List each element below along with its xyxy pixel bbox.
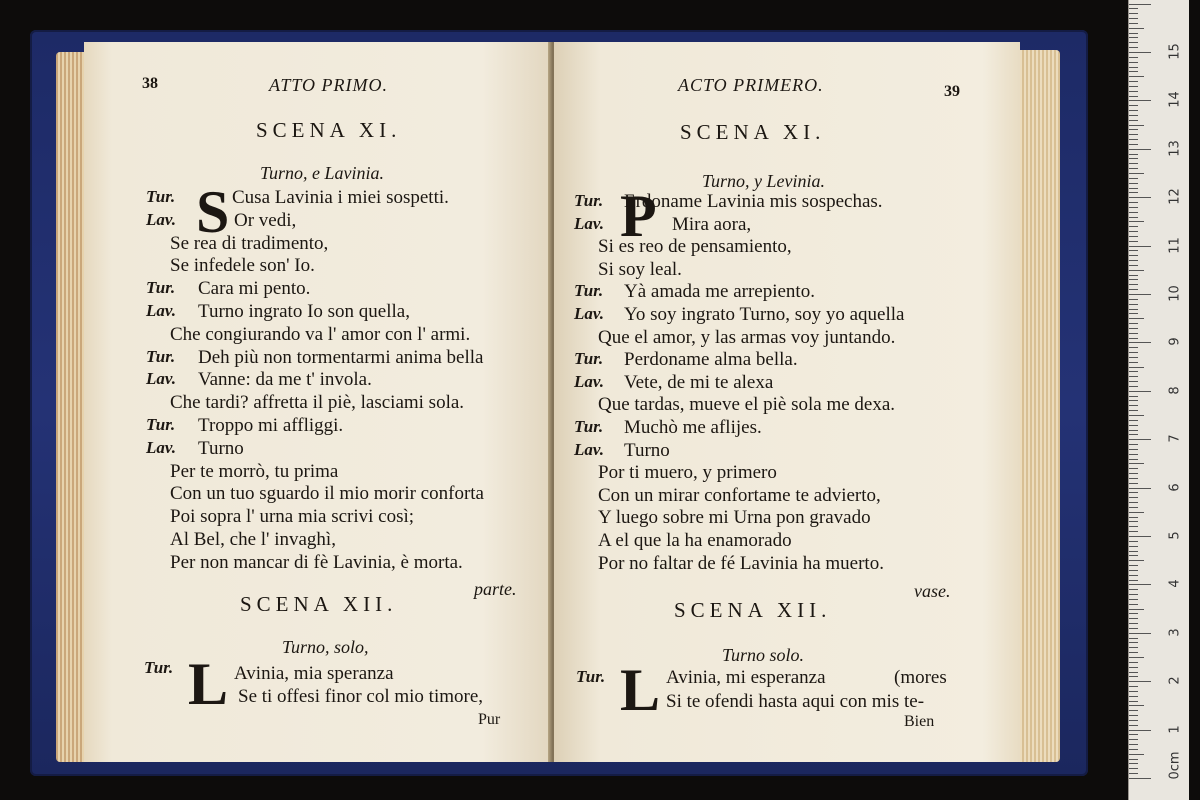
ruler-tick [1129,13,1138,14]
ruler-tick [1129,570,1138,571]
dialogue-line: A el que la ha enamorado [598,530,792,551]
left-page [84,42,552,762]
ruler-tick [1129,100,1151,101]
ruler-tick [1129,580,1138,581]
ruler-tick [1129,672,1138,673]
dialogue-line: Por no faltar de fé Lavinia ha muerto. [598,552,884,574]
ruler-tick [1129,594,1138,595]
ruler-tick [1129,415,1144,416]
ruler-tick [1129,512,1144,513]
ruler-tick [1129,604,1138,605]
ruler-tick [1129,260,1138,261]
ruler-tick [1129,734,1138,735]
ruler-label: 10 [1167,285,1183,302]
ruler-tick [1129,120,1138,121]
ruler-tick [1129,33,1138,34]
ruler-tick [1129,309,1138,310]
ruler-tick [1129,265,1138,266]
ruler-tick [1129,173,1144,174]
exit-direction: vase. [914,581,951,601]
ruler-tick [1129,284,1138,285]
ruler-tick [1129,333,1138,334]
ruler-tick [1129,705,1144,706]
ruler-tick [1129,449,1138,450]
speaker-label: Lav. [146,369,177,389]
dialogue-line: Que el amor, y las armas voy juntando. [598,326,896,348]
ruler-label: 5 [1167,531,1183,540]
ruler-tick [1129,197,1151,198]
ruler-tick [1129,609,1144,610]
ruler-tick [1129,623,1138,624]
ruler-label: 11 [1167,236,1183,254]
right-page [554,42,1020,762]
ruler-tick [1129,541,1138,542]
ruler-tick [1129,531,1138,532]
ruler-tick [1129,715,1138,716]
scene-title: SCENA XI. [256,118,402,142]
ruler-tick [1129,730,1151,731]
ruler-tick [1129,129,1138,130]
ruler-tick [1129,241,1138,242]
ruler-tick [1129,357,1138,358]
ruler-tick [1129,613,1138,614]
dialogue-line: Per te morrò, tu prima [170,460,339,482]
scene2-characters: Turno solo. [722,645,805,665]
ruler-tick [1129,376,1138,377]
ruler-tick [1129,52,1151,53]
ruler-tick [1129,202,1138,203]
catchword: Pur [478,711,501,728]
ruler-tick [1129,279,1138,280]
scene-characters: Turno, e Lavinia. [260,163,385,183]
ruler-tick [1129,328,1138,329]
ruler-tick [1129,468,1138,469]
speaker-label: Tur. [574,417,604,436]
ruler-tick [1129,517,1138,518]
ruler-tick [1129,652,1138,653]
ruler-tick [1129,759,1138,760]
ruler-tick [1129,183,1138,184]
speaker-label: Lav. [146,301,177,320]
speaker-label: Tur. [574,349,604,369]
ruler-label: 15 [1167,43,1183,60]
ruler-tick [1129,313,1138,314]
drop-cap: S [196,179,230,245]
ruler-tick [1129,139,1138,140]
ruler-tick [1129,618,1138,619]
ruler-tick [1129,521,1138,522]
ruler-label: 0cm [1167,751,1183,780]
ruler-tick [1129,642,1138,643]
ruler-tick [1129,37,1138,38]
ruler-tick [1129,163,1138,164]
ruler-tick [1129,676,1138,677]
ruler-tick [1129,18,1138,19]
ruler-tick [1129,144,1138,145]
ruler-tick [1129,391,1151,392]
ruler-tick [1129,76,1144,77]
ruler-tick [1129,178,1138,179]
ruler-tick [1129,192,1138,193]
ruler-label: 7 [1167,434,1183,443]
ruler-tick [1129,304,1138,305]
ruler-tick [1129,362,1138,363]
ruler-label: 13 [1167,140,1183,157]
dialogue-line: Si te ofendi hasta aqui con mis te- [666,691,925,712]
ruler-tick [1129,667,1138,668]
ruler-tick [1129,71,1138,72]
ruler-tick [1129,367,1144,368]
ruler-tick [1129,221,1144,222]
margin-continuation: (mores [894,667,947,688]
dialogue-line: Turno ingrato Io son quella, [198,301,410,322]
page-number: 39 [944,83,960,100]
dialogue-line: Turno [624,439,670,461]
ruler-tick [1129,386,1138,387]
dialogue-line: Por ti muero, y primero [598,462,777,484]
ruler-label: 1 [1167,724,1183,734]
ruler-tick [1129,347,1138,348]
ruler-tick [1129,4,1151,5]
ruler-tick [1129,488,1151,489]
ruler-tick [1129,299,1138,300]
ruler-tick [1129,551,1138,552]
ruler-tick [1129,23,1138,24]
dialogue-line: Turno [198,437,244,459]
ruler-tick [1129,91,1138,92]
dialogue-line: Con un mirar confortame te advierto, [598,484,881,506]
ruler-label: 8 [1167,386,1183,395]
dialogue-line: Yà amada me arrepiento. [624,281,815,303]
ruler-tick [1129,62,1138,63]
ruler-tick [1129,270,1144,271]
page-number: 38 [142,75,158,92]
dialogue-line: Or vedi, [234,209,297,231]
ruler-tick [1129,323,1138,324]
ruler-tick [1129,710,1138,711]
ruler-tick [1129,105,1138,106]
ruler-tick [1129,352,1138,353]
ruler-tick [1129,599,1138,600]
scene2-characters: Turno, solo, [282,637,369,657]
dialogue-line: Troppo mi affliggi. [198,415,344,436]
speaker-label: Tur. [146,346,176,366]
ruler-tick [1129,342,1151,343]
speaker-label: Tur. [146,187,176,206]
ruler-tick [1129,778,1151,779]
ruler-tick [1129,483,1138,484]
ruler-label: 9 [1167,337,1183,347]
ruler-label: 12 [1167,188,1183,205]
ruler-tick [1129,396,1138,397]
ruler-tick [1129,149,1151,150]
ruler-tick [1129,318,1144,319]
catchword: Bien [904,713,935,730]
scene2-title: SCENA XII. [240,592,398,616]
ruler-label: 3 [1167,628,1183,637]
ruler-tick [1129,255,1138,256]
scene-characters: Turno, y Levinia. [702,171,826,191]
ruler-tick [1129,405,1138,406]
ruler-tick [1129,754,1144,755]
ruler-tick [1129,47,1138,48]
speaker-label: Lav. [146,437,177,457]
dialogue-line: Si es reo de pensamiento, [598,236,792,258]
ruler-tick [1129,338,1138,339]
dialogue-line: Se rea di tradimento, [170,232,329,254]
dialogue-line: Deh più non tormentarmi anima bella [198,346,484,368]
ruler-tick [1129,430,1138,431]
ruler-tick [1129,226,1138,227]
ruler-tick [1129,434,1138,435]
ruler-tick [1129,657,1144,658]
ruler-tick [1129,158,1138,159]
ruler-tick [1129,763,1138,764]
ruler-tick [1129,444,1138,445]
ruler-tick [1129,439,1151,440]
dialogue-line: Que tardas, mueve el piè sola me dexa. [598,394,896,416]
running-head: ACTO PRIMERO. [678,75,824,95]
dialogue-line: Mira aora, [672,213,752,235]
ruler-tick [1129,420,1138,421]
ruler-tick [1129,739,1138,740]
ruler-tick [1129,565,1138,566]
ruler-tick [1129,492,1138,493]
dialogue-line: Erdoname Lavinia mis sospechas. [624,191,883,212]
ruler-tick [1129,463,1144,464]
ruler-tick [1129,749,1138,750]
ruler-tick [1129,497,1138,498]
ruler-tick [1129,744,1138,745]
ruler-tick [1129,371,1138,372]
ruler-tick [1129,81,1138,82]
drop-cap: P [620,183,657,249]
dialogue-line: Al Bel, che l' invaghì, [170,529,336,550]
dialogue-line: Cusa Lavinia i miei sospetti. [232,187,449,208]
ruler-tick [1129,28,1144,29]
ruler-tick [1129,110,1138,111]
running-head: ATTO PRIMO. [269,75,388,95]
ruler-tick [1129,638,1138,639]
exit-direction: parte. [474,579,517,599]
dialogue-line: Che tardi? affretta il piè, lasciami sola. [170,392,465,414]
ruler-tick [1129,212,1138,213]
speaker-label: Lav. [146,209,177,229]
ruler-tick [1129,691,1138,692]
ruler-tick [1129,125,1144,126]
dialogue-line: Vanne: da me t' invola. [198,369,372,391]
dialogue-line: Per non mancar di fè Lavinia, è morta. [170,551,463,573]
ruler-tick [1129,134,1138,135]
ruler-tick [1129,478,1138,479]
speaker-label: Tur. [144,658,174,677]
ruler-tick [1129,589,1138,590]
drop-cap: L [188,651,229,717]
ruler-tick [1129,381,1138,382]
dialogue-line: Si soy leal. [598,258,682,280]
ruler-tick [1129,459,1138,460]
dialogue-line: Muchò me aflijes. [624,417,762,438]
ruler-tick [1129,231,1138,232]
ruler-tick [1129,96,1138,97]
ruler-tick [1129,168,1138,169]
ruler-label: 4 [1167,579,1183,589]
ruler-tick [1129,236,1138,237]
ruler-tick [1129,275,1138,276]
ruler-tick [1129,686,1138,687]
ruler-tick [1129,647,1138,648]
ruler-tick [1129,507,1138,508]
ruler-tick [1129,662,1138,663]
dialogue-line: Se infedele son' Io. [170,255,315,277]
ruler-tick [1129,773,1138,774]
speaker-label: Tur. [576,667,606,686]
ruler-tick [1129,67,1138,68]
speaker-label: Lav. [574,439,605,459]
ruler-tick [1129,681,1151,682]
drop-cap: L [620,657,661,723]
ruler-tick [1129,768,1138,769]
ruler-tick [1129,188,1138,189]
ruler-tick [1129,154,1138,155]
ruler-tick [1129,696,1138,697]
ruler-tick [1129,217,1138,218]
speaker-label: Tur. [146,278,176,298]
dialogue-line: Avinia, mi esperanza [666,667,826,688]
ruler-tick [1129,294,1151,295]
ruler-tick [1129,584,1151,585]
ruler-tick [1129,560,1144,561]
speaker-label: Lav. [574,371,605,391]
ruler-tick [1129,425,1138,426]
ruler-label: 14 [1167,91,1183,109]
ruler-tick [1129,701,1138,702]
measurement-ruler [1128,0,1189,800]
speaker-label: Lav. [574,213,605,233]
speaker-label: Lav. [574,304,605,323]
dialogue-line: Y luego sobre mi Urna pon gravado [598,507,871,529]
ruler-tick [1129,57,1138,58]
ruler-tick [1129,115,1138,116]
ruler-tick [1129,575,1138,576]
ruler-tick [1129,400,1138,401]
ruler-tick [1129,289,1138,290]
ruler-tick [1129,628,1138,629]
ruler-tick [1129,725,1138,726]
ruler-tick [1129,246,1151,247]
ruler-tick [1129,86,1138,87]
ruler-tick [1129,502,1138,503]
ruler-tick [1129,207,1138,208]
dialogue-line: Se ti offesi finor col mio timore, [238,686,484,707]
ruler-tick [1129,473,1138,474]
ruler-tick [1129,555,1138,556]
ruler-tick [1129,633,1151,634]
speaker-label: Tur. [574,281,604,301]
speaker-label: Tur. [574,191,604,210]
scene-title: SCENA XI. [680,120,826,144]
scene2-title: SCENA XII. [674,598,832,622]
dialogue-line: Che congiurando va l' amor con l' armi. [170,323,471,345]
ruler-tick [1129,410,1138,411]
dialogue-line: Yo soy ingrato Turno, soy yo aquella [624,304,905,325]
ruler-tick [1129,250,1138,251]
dialogue-line: Vete, de mi te alexa [624,371,774,393]
ruler-label: 6 [1167,482,1183,492]
dialogue-line: Cara mi pento. [198,278,311,300]
ruler-tick [1129,8,1138,9]
ruler-tick [1129,454,1138,455]
page-edges-right [1016,50,1060,762]
ruler-tick [1129,42,1138,43]
speaker-label: Tur. [146,415,176,434]
ruler-label: 2 [1167,676,1183,685]
dialogue-line: Perdoname alma bella. [624,349,798,371]
dialogue-line: Con un tuo sguardo il mio morir conforta [170,483,484,505]
dialogue-line: Poi sopra l' urna mia scrivi così; [170,506,415,528]
ruler-tick [1129,526,1138,527]
ruler-tick [1129,720,1138,721]
ruler-tick [1129,546,1138,547]
dialogue-line: Avinia, mia speranza [234,663,394,684]
ruler-tick [1129,536,1151,537]
